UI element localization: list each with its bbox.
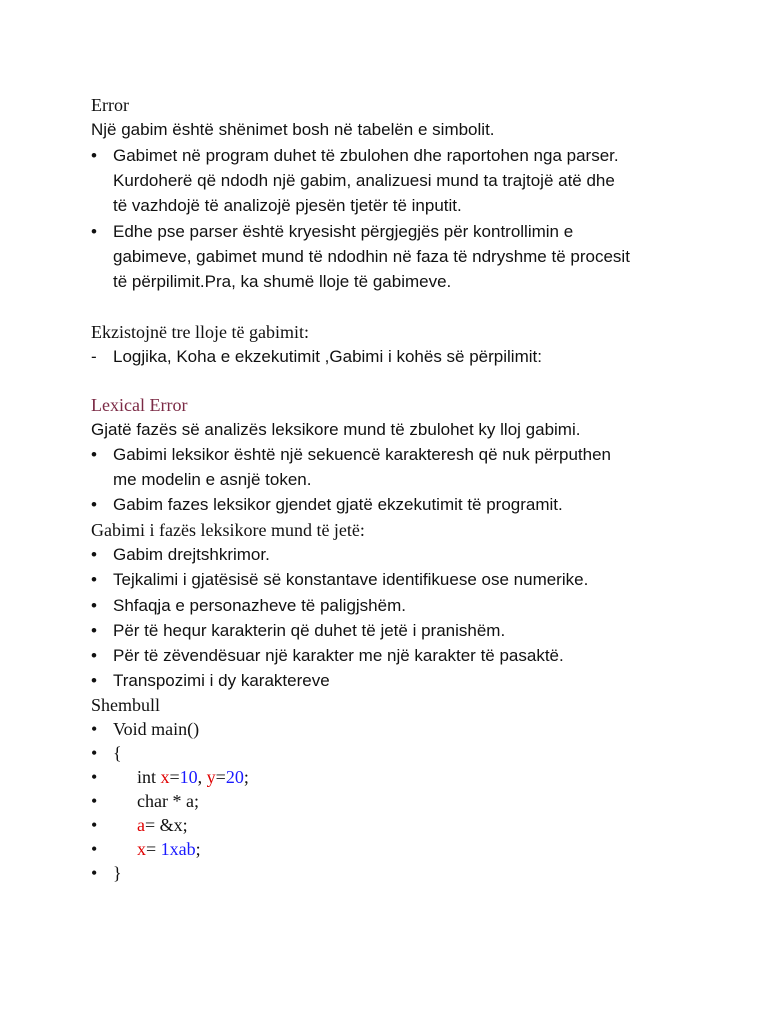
error-intro: Një gabim është shënimet bosh në tabelën e simbolit.	[91, 120, 495, 139]
bullet-icon: •	[91, 495, 97, 514]
bullet-icon: •	[91, 719, 98, 739]
bullet-icon: •	[91, 815, 98, 835]
list-item-continuation: të përpilimit.Pra, ka shumë lloje të gabimeve.	[113, 272, 452, 291]
bullet-icon: •	[91, 596, 97, 615]
bullet-icon: •	[91, 743, 98, 763]
list-item-continuation: gabimeve, gabimet mund të ndodhin në faza të ndryshme të procesit	[113, 247, 630, 266]
bullet-icon: •	[91, 570, 97, 589]
bullet-icon: •	[91, 445, 97, 464]
list-item-continuation: Kurdoherë që ndodh një gabim, analizuesi mund ta trajtojë atë dhe	[113, 171, 615, 190]
error-heading: Error	[91, 95, 129, 115]
bullet-icon: •	[91, 767, 98, 787]
bullet-icon: •	[91, 791, 98, 811]
bullet-icon: •	[91, 839, 98, 859]
dash-icon: -	[91, 347, 97, 366]
document-page: Error Një gabim është shënimet bosh në tabelën e simbolit. • Gabimet në program duhet të zbulohen dhe raportohen nga parser. Kurdoherë që ndodh një gabim, analizuesi mund ta trajtojë atë dhe të vazhdojë të analizojë pjesën tjetër të inputit. • Edhe pse parser është kryesisht përgjegjës për kontrollimin e gabimeve, gabimet mund të ndodhin në faza të ndryshme të procesit të përpilimit.Pra, ka shumë lloje të gabimeve. Ekzistojnë tre lloje të gabimit: - Logjika, Koha e ekzekutimit ,Gabimi i kohës së përpilimit: Lexical Error Gjatë fazës së analizës leksikore mund të zbulohet ky lloj gabimi. • Gabimi leksikor është një sekuencë karakteresh që nuk përputhen me modelin e asnjë token. • Gabim fazes leksikor gjendet gjatë ekzekutimit të programit. Gabimi i fazës leksikore mund të jetë: • Gabim drejtshkrimor. • Tejkalimi i gjatësisë së konstantave identifikuese ose numerike. • Shfaqja e personazheve të paligjshëm. • Për të hequr karakterin që duhet të jetë i pranishëm. • Për të zëvendësuar një karakter me një karakter të pasaktë. • Transpozimi i dy karaktereve Shembull • Void main() • { • int x=10, y=20; • char * a; • a= &x; • x= 1xab; • }	[91, 95, 630, 883]
lexical-heading: Lexical Error	[91, 395, 188, 415]
lexical-intro: Gjatë fazës së analizës leksikore mund të zbulohet ky lloj gabimi.	[91, 420, 581, 439]
example-heading: Shembull	[91, 695, 161, 715]
bullet-icon: •	[91, 545, 97, 564]
bullet-icon: •	[91, 646, 97, 665]
bullet-icon: •	[91, 146, 97, 165]
bullet-icon: •	[91, 222, 97, 241]
list-item-continuation: të vazhdojë të analizojë pjesën tjetër të inputit.	[113, 196, 462, 215]
list-item-continuation: me modelin e asnjë token.	[113, 470, 312, 489]
bullet-icon: •	[91, 671, 97, 690]
bullet-icon: •	[91, 621, 97, 640]
bullet-icon: •	[91, 863, 98, 883]
types-heading: Ekzistojnë tre lloje të gabimit:	[91, 322, 309, 342]
can-be-heading: Gabimi i fazës leksikore mund të jetë:	[91, 520, 365, 540]
